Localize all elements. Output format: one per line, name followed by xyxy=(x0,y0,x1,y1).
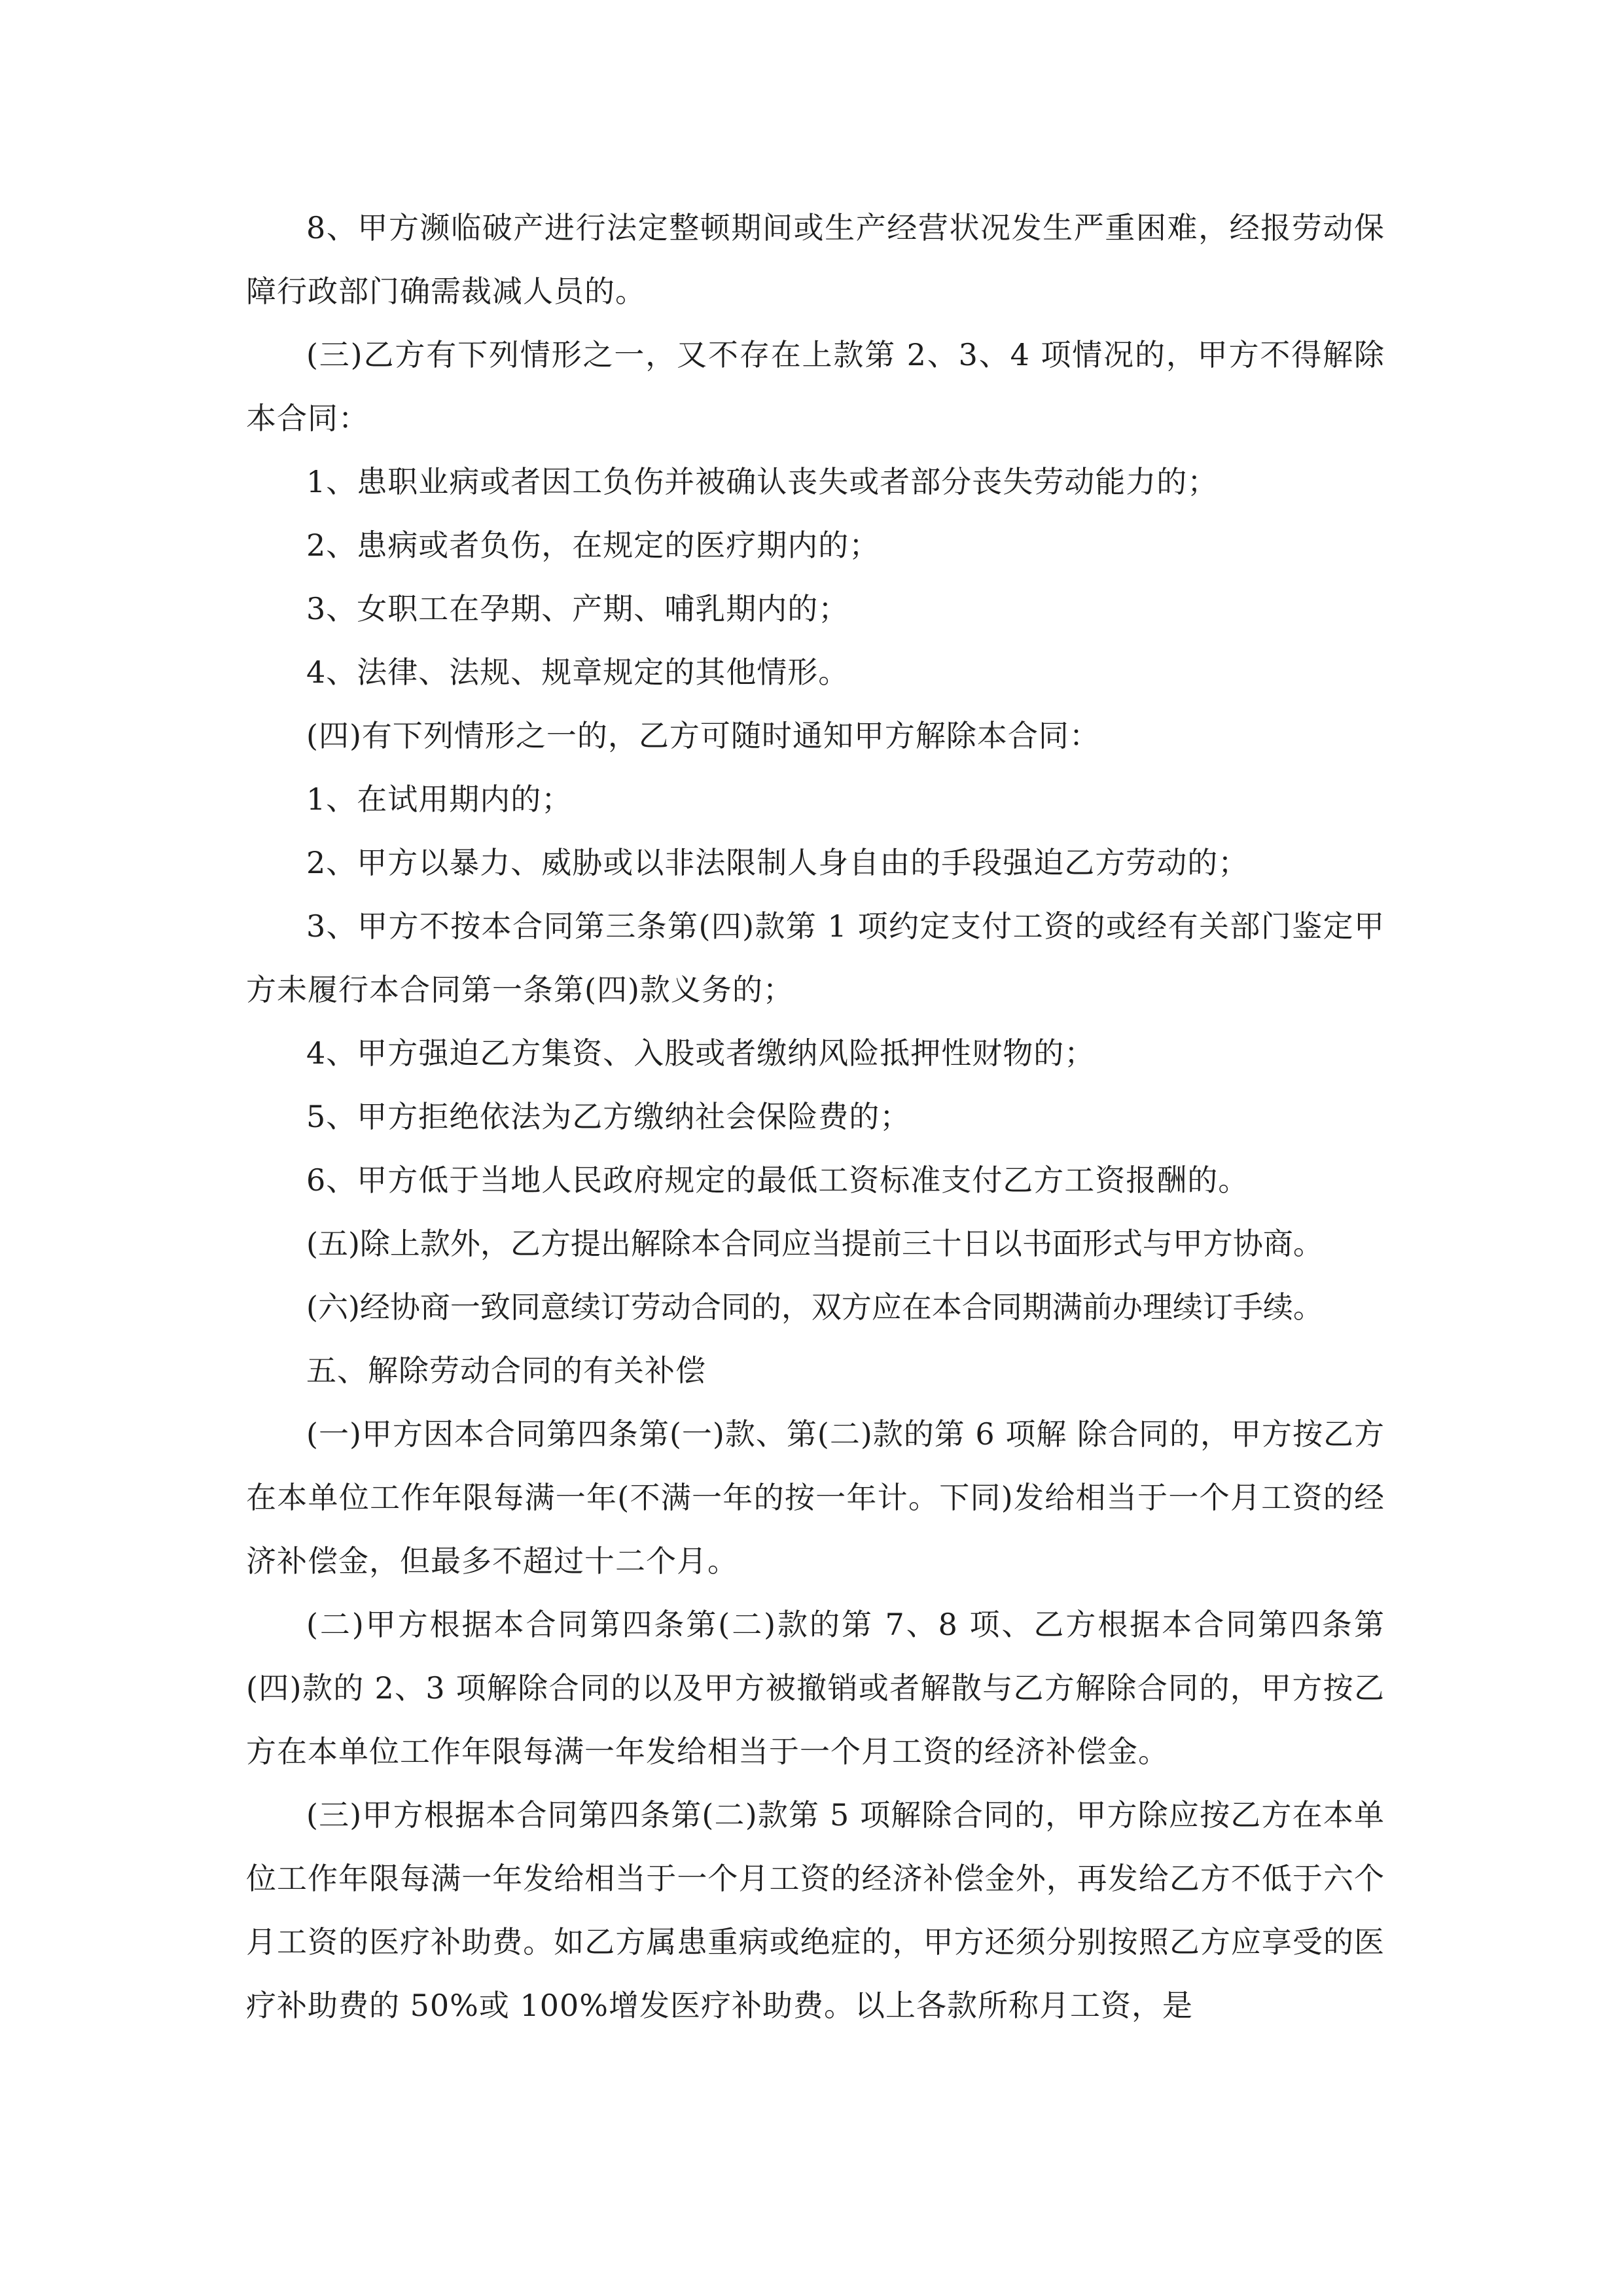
paragraph-item-2-illness: 2、患病或者负伤，在规定的医疗期内的； xyxy=(306,528,880,563)
paragraph-item-3-wages: 3、甲方不按本合同第三条第(四)款第 1 项约定支付工资的或经有关部门鉴定甲方未履行本合同第一条第(四)款义务的； xyxy=(246,908,1385,1007)
paragraph-item-3-female-workers: 3、女职工在孕期、产期、哺乳期内的； xyxy=(306,591,849,626)
paragraph-section-6-renewal: (六)经协商一致同意续订劳动合同的，双方应在本合同期满前办理续订手续。 xyxy=(306,1289,1323,1325)
paragraph-item-6-minimum-wage: 6、甲方低于当地人民政府规定的最低工资标准支付乙方工资报酬的。 xyxy=(306,1162,1249,1198)
paragraph-item-1-occupational-disease: 1、患职业病或者因工负伤并被确认丧失或者部分丧失劳动能力的； xyxy=(306,464,1219,499)
section-heading-compensation: 五、解除劳动合同的有关补偿 xyxy=(306,1353,706,1388)
paragraph-compensation-3: (三)甲方根据本合同第四条第(二)款第 5 项解除合同的，甲方除应按乙方在本单位工作年限每满一年发给相当于一个月工资的经济补偿金外，再发给乙方不低于六个月工资的医疗补助费。如乙方属患重病或绝症的，甲方还须分别按照乙方应享受的医疗补助费的 50%或 100%增发医疗补助费。以上各款所称月工资，是 xyxy=(246,1797,1385,2023)
paragraph-section-5-notice: (五)除上款外，乙方提出解除本合同应当提前三十日以书面形式与甲方协商。 xyxy=(306,1226,1323,1261)
paragraph-section-4-employee-termination: (四)有下列情形之一的，乙方可随时通知甲方解除本合同： xyxy=(306,718,1100,753)
paragraph-item-4-other: 4、法律、法规、规章规定的其他情形。 xyxy=(306,655,849,690)
paragraph-section-3-no-termination: (三)乙方有下列情形之一，又不存在上款第 2、3、4 项情况的，甲方不得解除本合同： xyxy=(246,337,1385,436)
paragraph-compensation-1: (一)甲方因本合同第四条第(一)款、第(二)款的第 6 项解 除合同的，甲方按乙方在本单位工作年限每满一年(不满一年的按一年计。下同)发给相当于一个月工资的经济补偿金，但最多不超过十二个月。 xyxy=(246,1416,1385,1579)
document-body xyxy=(246,196,1385,2037)
paragraph-compensation-2: (二)甲方根据本合同第四条第(二)款的第 7、8 项、乙方根据本合同第四条第(四)款的 2、3 项解除合同的以及甲方被撤销或者解散与乙方解除合同的，甲方按乙方在本单位工作年限每满一年发给相当于一个月工资的经济补偿金。 xyxy=(246,1607,1385,1769)
paragraph-item-2-coercion: 2、甲方以暴力、威胁或以非法限制人身自由的手段强迫乙方劳动的； xyxy=(306,845,1249,880)
paragraph-item-4-fundraising: 4、甲方强迫乙方集资、入股或者缴纳风险抵押性财物的； xyxy=(306,1035,1096,1071)
paragraph-item-5-insurance: 5、甲方拒绝依法为乙方缴纳社会保险费的； xyxy=(306,1099,911,1134)
paragraph-item-1-probation: 1、在试用期内的； xyxy=(306,781,573,817)
paragraph-item-8-layoff: 8、甲方濒临破产进行法定整顿期间或生产经营状况发生严重困难，经报劳动保障行政部门确需裁减人员的。 xyxy=(246,210,1385,309)
